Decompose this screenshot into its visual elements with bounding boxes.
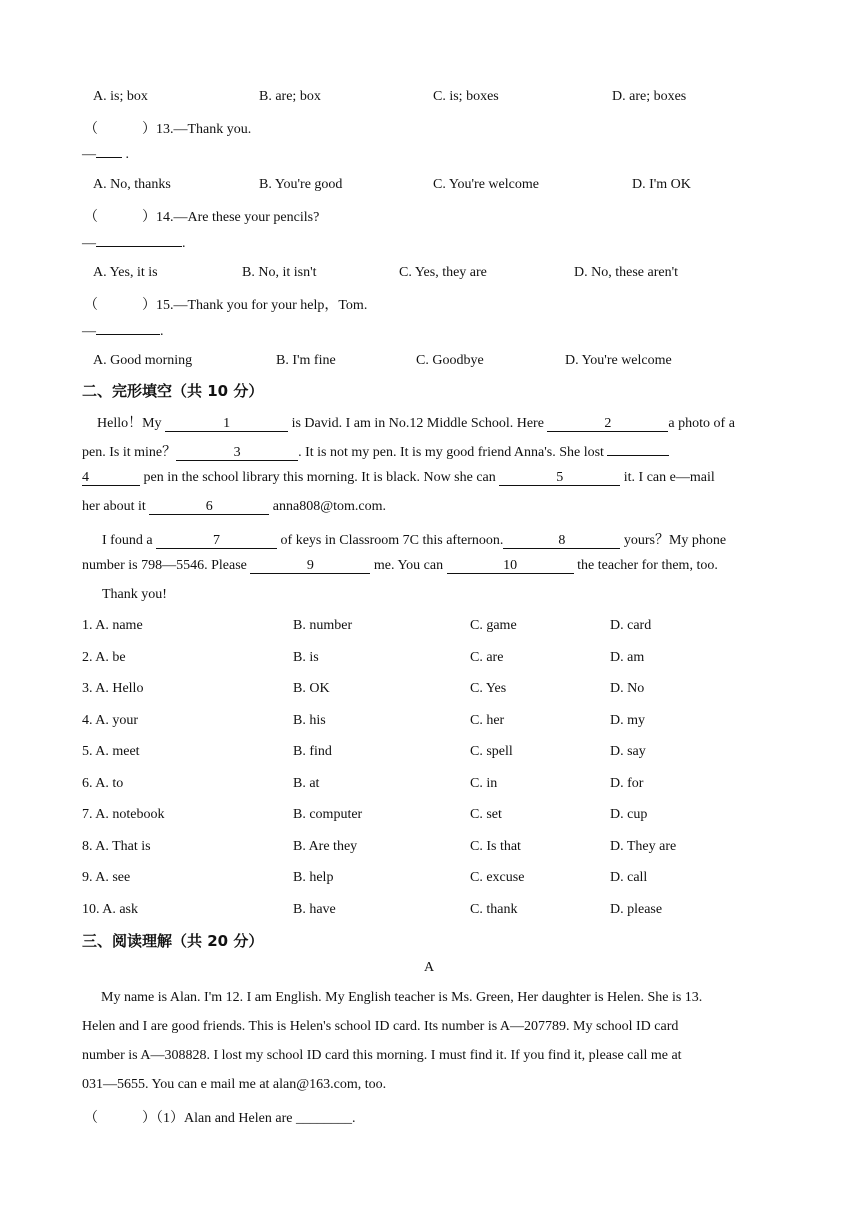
reading-line: My name is Alan. I'm 12. I am English. My English teacher is Ms. Green, Her daughter is Helen. She is 13. xyxy=(101,990,703,1005)
reading-section-label: A xyxy=(424,960,435,975)
q15-answer-line xyxy=(82,324,164,340)
cloze-blank-2: 2 xyxy=(547,417,668,432)
cloze-q9-option-b: B. help xyxy=(293,870,334,885)
q15-option-c: C. Goodbye xyxy=(416,353,484,368)
dash: — xyxy=(82,147,96,162)
cloze-p2-line2 xyxy=(82,558,718,574)
dash: — xyxy=(82,236,96,251)
cloze-p2-line1 xyxy=(102,529,726,549)
q15-text: 15.—Thank you for your help，Tom. xyxy=(156,298,368,313)
cloze-text: . It is not my pen. It is my good friend Anna's. She lost xyxy=(298,445,608,460)
cloze-text: number is 798—5546. Please xyxy=(82,558,251,573)
cloze-blank-8: 8 xyxy=(503,534,620,549)
cloze-q9-option-d: D. call xyxy=(610,870,648,885)
reading-q1 xyxy=(84,1107,355,1127)
reading-heading: 三、阅读理解（共 20 分） xyxy=(82,932,264,950)
cloze-blank-6: 6 xyxy=(149,500,269,515)
q13-question xyxy=(84,118,251,138)
cloze-p1-line3 xyxy=(82,470,715,486)
answer-suffix: . xyxy=(122,147,129,162)
answer-paren-close: ） xyxy=(142,298,156,313)
cloze-q5-option-d: D. say xyxy=(610,744,646,759)
cloze-q2-option-d: D. am xyxy=(610,649,645,665)
cloze-blank-4a xyxy=(607,455,669,456)
answer-blank xyxy=(96,334,160,335)
cloze-q1-option-a: 1. A. name xyxy=(82,618,143,633)
cloze-blank-1: 1 xyxy=(165,417,288,432)
answer-paren-open: （ xyxy=(84,122,98,137)
cloze-blank-9: 9 xyxy=(250,559,370,574)
q14-option-c: C. Yes, they are xyxy=(399,265,487,280)
cloze-q2-option-b: B. is xyxy=(293,649,319,665)
reading-line: 031—5655. You can e mail me at alan@163.com, too. xyxy=(82,1077,387,1092)
cloze-text: pen in the school library this morning. It is black. Now she can xyxy=(140,470,500,485)
q13-option-d: D. I'm OK xyxy=(632,177,691,192)
cloze-q1-option-c: C. game xyxy=(470,618,517,633)
cloze-q3-option-a: 3. A. Hello xyxy=(82,681,144,696)
answer-paren-open: （ xyxy=(84,210,98,225)
q14-option-d: D. No, these aren't xyxy=(574,265,678,280)
cloze-text: Hello！My xyxy=(97,416,166,431)
cloze-q4-option-a: 4. A. your xyxy=(82,712,138,728)
q14-question xyxy=(84,206,319,226)
cloze-text: me. You can xyxy=(370,558,447,573)
cloze-q5-option-c: C. spell xyxy=(470,744,513,759)
cloze-q10-option-d: D. please xyxy=(610,901,663,917)
q15-option-b: B. I'm fine xyxy=(276,353,336,368)
cloze-blank-3: 3 xyxy=(176,446,298,461)
cloze-p1-line2 xyxy=(82,441,669,461)
cloze-q4-option-b: B. his xyxy=(293,712,326,728)
cloze-text: is David. I am in No.12 Middle School. Here xyxy=(288,416,548,431)
cloze-text: pen. Is it mine？ xyxy=(82,445,177,460)
answer-suffix: . xyxy=(160,324,164,339)
answer-paren-close: ） xyxy=(142,1111,156,1126)
cloze-q7-option-c: C. set xyxy=(470,807,502,822)
q12-option-b: B. are; box xyxy=(259,89,321,104)
q14-text: 14.—Are these your pencils? xyxy=(156,210,320,225)
q13-answer-line xyxy=(82,147,129,163)
cloze-text: of keys in Classroom 7C this afternoon. xyxy=(277,533,504,548)
cloze-q3-option-b: B. OK xyxy=(293,681,330,696)
cloze-q9-option-a: 9. A. see xyxy=(82,870,131,885)
cloze-q5-option-b: B. find xyxy=(293,744,332,759)
q15-option-a: A. Good morning xyxy=(93,353,193,368)
cloze-q5-option-a: 5. A. meet xyxy=(82,744,140,759)
cloze-thanks: Thank you! xyxy=(102,587,167,602)
q14-option-a: A. Yes, it is xyxy=(93,265,158,280)
reading-line: number is A—308828. I lost my school ID card this morning. I must find it. If you find it, please call me at xyxy=(82,1048,682,1063)
cloze-q2-option-a: 2. A. be xyxy=(82,649,126,665)
q12-option-d: D. are; boxes xyxy=(612,89,687,104)
cloze-q8-option-d: D. They are xyxy=(610,838,677,854)
answer-blank xyxy=(96,157,122,158)
cloze-text: her about it xyxy=(82,499,150,514)
answer-suffix: . xyxy=(182,236,186,251)
answer-paren-open: （ xyxy=(84,1111,98,1126)
cloze-blank-10: 10 xyxy=(447,559,574,574)
cloze-q7-option-d: D. cup xyxy=(610,807,648,822)
answer-paren-close: ） xyxy=(142,122,156,137)
cloze-q2-option-c: C. are xyxy=(470,649,504,665)
cloze-q8-option-c: C. Is that xyxy=(470,838,521,854)
cloze-text: I found a xyxy=(102,533,157,548)
cloze-q4-option-d: D. my xyxy=(610,712,645,728)
cloze-q10-option-c: C. thank xyxy=(470,901,518,917)
q13-text: 13.—Thank you. xyxy=(156,122,252,137)
cloze-blank-7: 7 xyxy=(156,534,277,549)
cloze-heading: 二、完形填空（共 10 分） xyxy=(82,382,264,400)
cloze-q1-option-d: D. card xyxy=(610,618,652,633)
cloze-text: it. I can e—mail xyxy=(620,470,715,485)
q12-option-c: C. is; boxes xyxy=(433,89,499,104)
cloze-p1-line1 xyxy=(97,412,735,432)
q13-option-a: A. No, thanks xyxy=(93,177,171,192)
q14-answer-line xyxy=(82,236,186,252)
cloze-p1-line4 xyxy=(82,499,386,515)
answer-paren-close: ） xyxy=(142,210,156,225)
cloze-q3-option-d: D. No xyxy=(610,681,645,696)
answer-blank xyxy=(96,246,182,247)
cloze-q10-option-b: B. have xyxy=(293,901,336,917)
cloze-q8-option-b: B. Are they xyxy=(293,838,358,854)
cloze-q6-option-c: C. in xyxy=(470,775,498,791)
cloze-q7-option-a: 7. A. notebook xyxy=(82,807,165,822)
cloze-q9-option-c: C. excuse xyxy=(470,870,525,885)
cloze-q6-option-b: B. at xyxy=(293,775,320,791)
q14-option-b: B. No, it isn't xyxy=(242,265,317,280)
cloze-text: yours？My phone xyxy=(620,533,727,548)
q15-question xyxy=(84,294,367,314)
cloze-blank-5: 5 xyxy=(499,471,620,486)
q13-option-b: B. You're good xyxy=(259,177,343,192)
answer-paren-open: （ xyxy=(84,298,98,313)
cloze-blank-4: 4 xyxy=(82,471,140,486)
dash: — xyxy=(82,324,96,339)
cloze-q8-option-a: 8. A. That is xyxy=(82,838,151,854)
cloze-q4-option-c: C. her xyxy=(470,712,505,728)
cloze-q1-option-b: B. number xyxy=(293,618,353,633)
cloze-text: the teacher for them, too. xyxy=(573,558,718,573)
cloze-q6-option-d: D. for xyxy=(610,775,644,791)
q12-option-a: A. is; box xyxy=(93,89,148,104)
reading-q1-text: （1）Alan and Helen are ________. xyxy=(156,1111,356,1126)
cloze-text: anna808@tom.com. xyxy=(269,499,386,514)
q13-option-c: C. You're welcome xyxy=(433,177,539,192)
q15-option-d: D. You're welcome xyxy=(565,353,672,368)
reading-line: Helen and I are good friends. This is Helen's school ID card. Its number is A—207789. My school ID card xyxy=(82,1019,679,1034)
cloze-text: a photo of a xyxy=(668,416,735,431)
cloze-q10-option-a: 10. A. ask xyxy=(82,901,138,917)
cloze-q7-option-b: B. computer xyxy=(293,807,363,822)
cloze-q6-option-a: 6. A. to xyxy=(82,775,124,791)
cloze-q3-option-c: C. Yes xyxy=(470,681,507,696)
